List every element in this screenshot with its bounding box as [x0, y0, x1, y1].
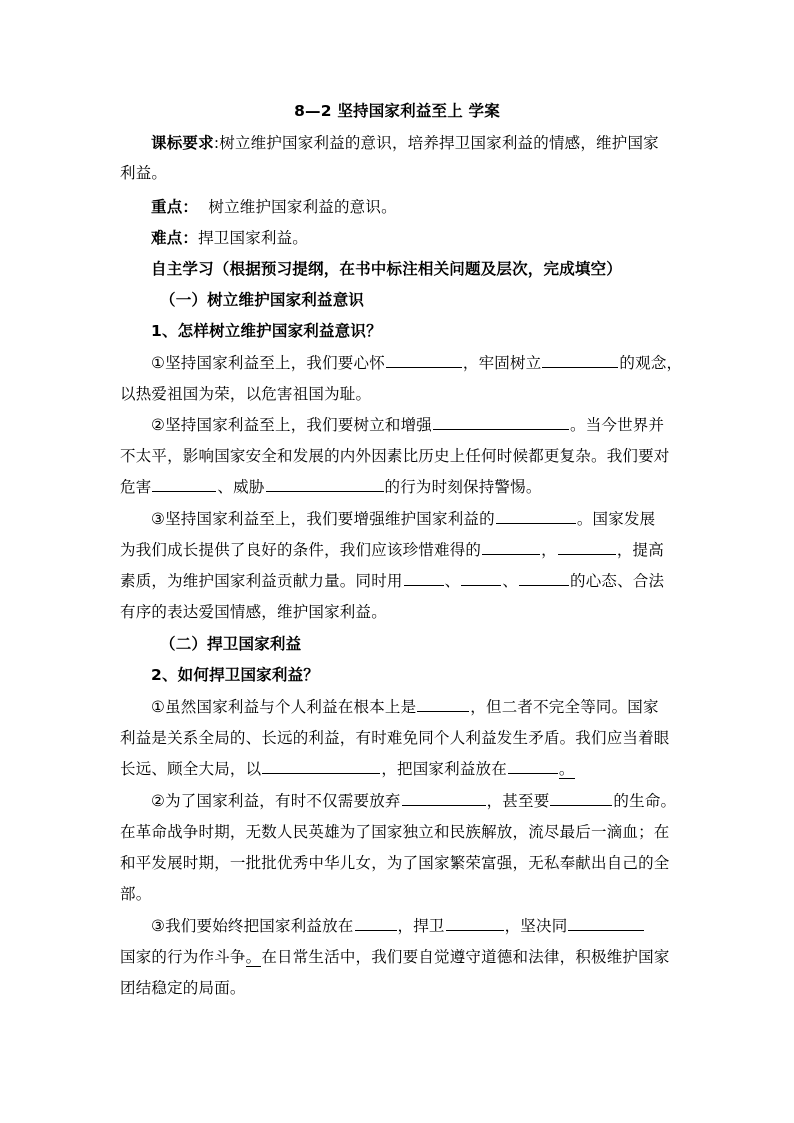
s1p3-line1	[151, 508, 681, 530]
s1p1-line2: 以热爱祖国为荣，以危害祖国为耻。	[120, 385, 372, 403]
text: 。当今世界并	[570, 416, 665, 434]
text: 的心态、合法	[570, 572, 665, 590]
fill-blank[interactable]	[558, 540, 616, 555]
fill-blank[interactable]	[404, 571, 444, 586]
s2p2-line4: 部。	[120, 885, 152, 903]
s2p3-line2	[120, 946, 680, 968]
fill-blank[interactable]	[461, 571, 501, 586]
standard-requirement-label: 课标要求	[151, 134, 214, 152]
s1p2-line1	[151, 414, 681, 436]
text: 长远、顾全大局，以	[120, 760, 262, 778]
fill-blank[interactable]	[568, 916, 644, 931]
text: 在日常生活中，我们要自觉遵守道德和法律，积极维护国家	[261, 948, 670, 966]
text: 。国家发展	[576, 510, 656, 528]
text: ，牢固树立	[462, 354, 542, 372]
section1-question: 1、怎样树立维护国家利益意识？	[151, 322, 382, 340]
standard-requirement-text: 树立维护国家利益的意识，培养捍卫国家利益的情感，维护国家	[219, 134, 659, 152]
text: ③我们要始终把国家利益放在	[151, 917, 354, 935]
section1-heading: （一）树立维护国家利益意识	[160, 291, 365, 309]
text: 的观念，	[619, 354, 683, 372]
fill-blank[interactable]	[496, 509, 576, 524]
text: ②坚持国家利益至上，我们要树立和增强	[151, 416, 432, 434]
text: ，坚决同	[504, 917, 568, 935]
s2p2-line3: 和平发展时期，一批批优秀中华儿女，为了国家繁荣富强，无私奉献出自己的全	[120, 854, 670, 872]
text: ，把国家利益放在	[381, 760, 507, 778]
section2-question: 2、如何捍卫国家利益？	[151, 666, 319, 684]
text: ，	[541, 541, 557, 559]
text: 。	[558, 760, 575, 778]
fill-blank[interactable]	[355, 916, 397, 931]
fill-blank[interactable]	[266, 477, 384, 492]
s1p3-line4: 有序的表达爱国情感，维护国家利益。	[120, 603, 387, 621]
text: ③坚持国家利益至上，我们要增强维护国家利益的	[151, 510, 495, 528]
s1p2-line3	[120, 476, 680, 498]
difficult-point-label: 难点：	[151, 229, 199, 247]
text: ，提高	[616, 541, 664, 559]
text: ，甚至要	[486, 792, 550, 810]
s1p3-line2	[120, 539, 680, 561]
text: 。	[245, 948, 262, 966]
text: ，捍卫	[397, 917, 445, 935]
s1p2-line2: 不太平，影响国家安全和发展的内外因素比历史上任何时候都更复杂。我们要对	[120, 447, 670, 465]
s2p1-line1	[151, 696, 681, 718]
page-title: 8—2 坚持国家利益至上 学案	[294, 102, 500, 120]
text: 为我们成长提供了良好的条件，我们应该珍惜难得的	[120, 541, 482, 559]
difficult-point-text: 捍卫国家利益。	[198, 229, 309, 247]
fill-blank[interactable]	[402, 791, 486, 806]
text: ，但二者不完全等同。国家	[470, 698, 659, 716]
text: 、	[502, 572, 519, 590]
self-study-heading: 自主学习（根据预习提纲，在书中标注相关问题及层次，完成填空）	[151, 260, 623, 278]
text: 的行为时刻保持警惕。	[384, 478, 542, 496]
fill-blank[interactable]	[446, 916, 504, 931]
fill-blank[interactable]	[482, 540, 540, 555]
section2-heading: （二）捍卫国家利益	[160, 635, 302, 653]
text: 的生命。	[613, 792, 677, 810]
standard-requirement-line1: 课标要求:树立维护国家利益的意识，培养捍卫国家利益的情感，维护国家	[151, 134, 659, 152]
s1p3-line3	[120, 570, 680, 592]
fill-blank[interactable]	[542, 353, 618, 368]
difficult-point	[151, 227, 681, 249]
fill-blank[interactable]	[152, 477, 216, 492]
s2p2-line1	[151, 790, 681, 812]
fill-blank[interactable]	[417, 697, 469, 712]
text: ①坚持国家利益至上，我们要心怀	[151, 354, 385, 372]
text: ①虽然国家利益与个人利益在根本上是	[151, 698, 417, 716]
key-point-label: 重点：	[151, 198, 199, 216]
fill-blank[interactable]	[262, 759, 380, 774]
key-point-text: 树立维护国家利益的意识。	[208, 198, 397, 216]
text: 、	[444, 572, 461, 590]
text: 国家的行为作斗争	[120, 948, 246, 966]
text: 危害	[120, 478, 152, 496]
s2p3-line1	[151, 915, 681, 937]
s2p2-line2: 在革命战争时期，无数人民英雄为了国家独立和民族解放，流尽最后一滴血；在	[120, 823, 670, 841]
text: ②为了国家利益，有时不仅需要放弃	[151, 792, 401, 810]
s1p1-line1	[151, 352, 681, 374]
standard-requirement-line2: 利益。	[120, 164, 168, 182]
fill-blank[interactable]	[508, 759, 558, 774]
fill-blank[interactable]	[433, 415, 569, 430]
s2p1-line2: 利益是关系全局的、长远的利益，有时难免同个人利益发生矛盾。我们应当着眼	[120, 729, 670, 747]
s2p3-line3: 团结稳定的局面。	[120, 979, 246, 997]
text: 素质，为维护国家利益贡献力量。同时用	[120, 572, 403, 590]
fill-blank[interactable]	[386, 353, 462, 368]
s2p1-line3	[120, 758, 680, 780]
fill-blank[interactable]	[550, 791, 612, 806]
key-point	[151, 196, 681, 218]
fill-blank[interactable]	[519, 571, 569, 586]
text: 、威胁	[217, 478, 265, 496]
